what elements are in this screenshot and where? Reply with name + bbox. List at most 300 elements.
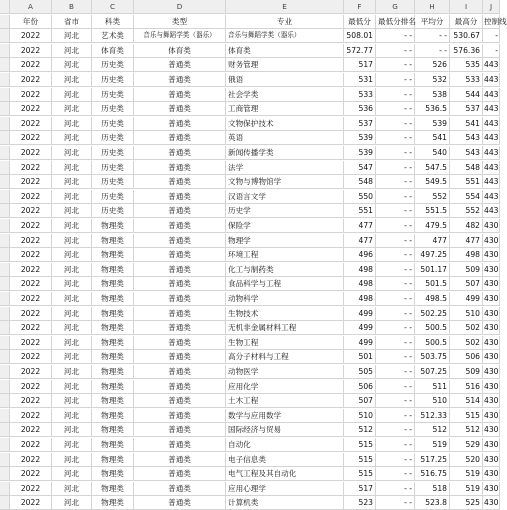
table-cell[interactable]: 河北 xyxy=(52,131,92,145)
table-cell[interactable]: 普通类 xyxy=(134,102,226,116)
table-cell[interactable]: 2022 xyxy=(10,204,52,218)
table-cell[interactable]: 536.5 xyxy=(415,102,450,116)
table-cell[interactable]: 体育类 xyxy=(226,44,344,58)
table-cell[interactable]: - - xyxy=(376,219,415,233)
table-cell[interactable]: 河北 xyxy=(52,467,92,481)
table-cell[interactable]: 430 xyxy=(483,350,500,364)
table-cell[interactable]: 2022 xyxy=(10,175,52,189)
table-cell[interactable]: 512 xyxy=(344,423,376,437)
table-cell[interactable]: 物理学 xyxy=(226,234,344,248)
table-cell[interactable]: 历史类 xyxy=(92,131,134,145)
table-cell[interactable]: 506 xyxy=(344,380,376,394)
table-cell[interactable]: 河北 xyxy=(52,365,92,379)
table-cell[interactable]: 512.33 xyxy=(415,409,450,423)
table-cell[interactable]: 物理类 xyxy=(92,248,134,262)
table-cell[interactable]: 541 xyxy=(415,131,450,145)
table-cell[interactable]: 动物科学 xyxy=(226,292,344,306)
table-cell[interactable]: 俄语 xyxy=(226,73,344,87)
table-cell[interactable]: 普通类 xyxy=(134,234,226,248)
table-cell[interactable]: 529 xyxy=(450,438,483,452)
table-cell[interactable]: 体育类 xyxy=(92,44,134,58)
table-cell[interactable]: - - xyxy=(376,321,415,335)
table-cell[interactable]: 430 xyxy=(483,467,500,481)
table-cell[interactable]: 电气工程及其自动化 xyxy=(226,467,344,481)
table-cell[interactable]: 国际经济与贸易 xyxy=(226,423,344,437)
table-cell[interactable]: 电子信息类 xyxy=(226,453,344,467)
table-cell[interactable]: 河北 xyxy=(52,453,92,467)
table-cell[interactable]: 520 xyxy=(450,453,483,467)
table-cell[interactable]: 财务管理 xyxy=(226,58,344,72)
table-cell[interactable]: 计算机类 xyxy=(226,496,344,510)
table-cell[interactable]: - - xyxy=(376,131,415,145)
table-cell[interactable]: 音乐与舞蹈学类（器乐） xyxy=(226,29,344,43)
table-cell[interactable]: 河北 xyxy=(52,190,92,204)
table-cell[interactable]: 普通类 xyxy=(134,88,226,102)
table-cell[interactable]: 普通类 xyxy=(134,453,226,467)
table-cell[interactable]: 河北 xyxy=(52,307,92,321)
table-cell[interactable]: 552 xyxy=(415,190,450,204)
table-cell[interactable]: 河北 xyxy=(52,350,92,364)
table-cell[interactable]: 河北 xyxy=(52,482,92,496)
table-cell[interactable]: 应用心理学 xyxy=(226,482,344,496)
table-cell[interactable]: 历史类 xyxy=(92,146,134,160)
table-cell[interactable]: 物理类 xyxy=(92,482,134,496)
table-cell[interactable]: 525 xyxy=(450,496,483,510)
table-cell[interactable]: 汉语言文学 xyxy=(226,190,344,204)
table-cell[interactable]: 2022 xyxy=(10,146,52,160)
table-cell[interactable]: 2022 xyxy=(10,292,52,306)
table-cell[interactable]: 430 xyxy=(483,263,500,277)
table-cell[interactable]: 2022 xyxy=(10,29,52,43)
table-cell[interactable]: 519 xyxy=(415,438,450,452)
table-cell[interactable]: 547.5 xyxy=(415,161,450,175)
table-cell[interactable]: 533 xyxy=(344,88,376,102)
table-cell[interactable]: 507 xyxy=(450,277,483,291)
table-cell[interactable]: 物理类 xyxy=(92,409,134,423)
table-cell[interactable]: - - xyxy=(376,234,415,248)
table-cell[interactable]: 499 xyxy=(344,321,376,335)
table-cell[interactable]: 430 xyxy=(483,380,500,394)
table-cell[interactable]: 体育类 xyxy=(134,44,226,58)
table-cell[interactable]: 515 xyxy=(450,409,483,423)
table-cell[interactable]: 430 xyxy=(483,394,500,408)
table-cell[interactable]: 535 xyxy=(450,58,483,72)
table-cell[interactable]: 普通类 xyxy=(134,146,226,160)
table-cell[interactable]: 540 xyxy=(415,146,450,160)
table-cell[interactable]: 507 xyxy=(344,394,376,408)
table-cell[interactable]: 503.75 xyxy=(415,350,450,364)
table-cell[interactable]: 物理类 xyxy=(92,380,134,394)
table-cell[interactable]: 河北 xyxy=(52,44,92,58)
table-cell[interactable]: 497.25 xyxy=(415,248,450,262)
table-cell[interactable]: - xyxy=(483,29,500,43)
table-cell[interactable]: 517 xyxy=(344,58,376,72)
table-cell[interactable]: 历史学 xyxy=(226,204,344,218)
table-cell[interactable]: 514 xyxy=(450,394,483,408)
table-cell[interactable]: 2022 xyxy=(10,438,52,452)
table-cell[interactable]: 498 xyxy=(344,292,376,306)
table-cell[interactable]: 文物与博物馆学 xyxy=(226,175,344,189)
table-cell[interactable]: 河北 xyxy=(52,29,92,43)
column-header-a[interactable]: A xyxy=(10,0,52,14)
table-cell[interactable]: 479.5 xyxy=(415,219,450,233)
table-cell[interactable]: 498 xyxy=(344,263,376,277)
table-cell[interactable]: 物理类 xyxy=(92,365,134,379)
table-cell[interactable]: 2022 xyxy=(10,234,52,248)
table-cell[interactable]: 历史类 xyxy=(92,73,134,87)
table-cell[interactable]: - - xyxy=(376,482,415,496)
table-cell[interactable]: 历史类 xyxy=(92,102,134,116)
table-cell[interactable]: 515 xyxy=(344,453,376,467)
table-cell[interactable]: 523.8 xyxy=(415,496,450,510)
table-cell[interactable]: 河北 xyxy=(52,496,92,510)
table-cell[interactable]: 河北 xyxy=(52,438,92,452)
table-cell[interactable]: 430 xyxy=(483,482,500,496)
table-cell[interactable]: 河北 xyxy=(52,277,92,291)
table-cell[interactable]: 普通类 xyxy=(134,409,226,423)
table-cell[interactable]: 518 xyxy=(415,482,450,496)
table-cell[interactable]: 河北 xyxy=(52,409,92,423)
table-cell[interactable]: 艺术类 xyxy=(92,29,134,43)
table-cell[interactable]: 河北 xyxy=(52,394,92,408)
table-cell[interactable]: 498 xyxy=(344,277,376,291)
table-cell[interactable]: 物理类 xyxy=(92,453,134,467)
table-cell[interactable]: 516.75 xyxy=(415,467,450,481)
table-cell[interactable]: 数学与应用数学 xyxy=(226,409,344,423)
table-cell[interactable]: 普通类 xyxy=(134,321,226,335)
table-cell[interactable]: 普通类 xyxy=(134,394,226,408)
table-cell[interactable]: 2022 xyxy=(10,350,52,364)
table-cell[interactable]: 547 xyxy=(344,161,376,175)
table-cell[interactable]: 普通类 xyxy=(134,204,226,218)
table-cell[interactable]: 河北 xyxy=(52,380,92,394)
table-cell[interactable]: 河北 xyxy=(52,146,92,160)
table-cell[interactable]: 519 xyxy=(450,482,483,496)
field-title-cell[interactable]: 平均分 xyxy=(415,15,450,29)
table-cell[interactable]: 430 xyxy=(483,365,500,379)
table-cell[interactable]: 物理类 xyxy=(92,496,134,510)
table-cell[interactable]: 河北 xyxy=(52,88,92,102)
table-cell[interactable]: 512 xyxy=(450,423,483,437)
table-cell[interactable]: 539 xyxy=(344,131,376,145)
table-cell[interactable]: 499 xyxy=(450,292,483,306)
table-cell[interactable]: 生物工程 xyxy=(226,336,344,350)
table-cell[interactable]: 音乐与舞蹈学类（器乐） xyxy=(134,29,226,43)
table-cell[interactable]: 539 xyxy=(415,117,450,131)
table-cell[interactable]: 河北 xyxy=(52,248,92,262)
table-cell[interactable]: 土木工程 xyxy=(226,394,344,408)
table-cell[interactable]: 543 xyxy=(450,131,483,145)
table-cell[interactable]: 430 xyxy=(483,423,500,437)
table-cell[interactable]: 551 xyxy=(450,175,483,189)
table-cell[interactable]: 505 xyxy=(344,365,376,379)
table-cell[interactable]: 498.5 xyxy=(415,292,450,306)
column-header-c[interactable]: C xyxy=(92,0,134,14)
table-cell[interactable]: 历史类 xyxy=(92,161,134,175)
table-cell[interactable]: 物理类 xyxy=(92,394,134,408)
table-cell[interactable]: 543 xyxy=(450,146,483,160)
field-title-cell[interactable]: 专业 xyxy=(226,15,344,29)
table-cell[interactable]: 2022 xyxy=(10,321,52,335)
table-cell[interactable]: 物理类 xyxy=(92,307,134,321)
table-cell[interactable]: 510 xyxy=(450,307,483,321)
table-cell[interactable]: 430 xyxy=(483,277,500,291)
field-title-cell[interactable]: 科类 xyxy=(92,15,134,29)
table-cell[interactable]: - - xyxy=(376,248,415,262)
table-cell[interactable]: 502 xyxy=(450,321,483,335)
table-cell[interactable]: 普通类 xyxy=(134,117,226,131)
column-header-b[interactable]: B xyxy=(52,0,92,14)
table-cell[interactable]: - - xyxy=(376,277,415,291)
table-cell[interactable]: - - xyxy=(376,423,415,437)
table-cell[interactable]: - - xyxy=(376,394,415,408)
table-cell[interactable]: - - xyxy=(376,380,415,394)
table-cell[interactable]: 443 xyxy=(483,204,500,218)
table-cell[interactable]: 530.67 xyxy=(450,29,483,43)
table-cell[interactable]: 499 xyxy=(344,336,376,350)
table-cell[interactable]: 河北 xyxy=(52,292,92,306)
table-cell[interactable]: 541 xyxy=(450,117,483,131)
table-cell[interactable]: - - xyxy=(376,102,415,116)
table-cell[interactable]: 430 xyxy=(483,496,500,510)
field-title-cell[interactable]: 年份 xyxy=(10,15,52,29)
table-cell[interactable]: 河北 xyxy=(52,321,92,335)
table-cell[interactable]: 2022 xyxy=(10,263,52,277)
table-cell[interactable]: 2022 xyxy=(10,307,52,321)
column-header-i[interactable]: I xyxy=(450,0,483,14)
table-cell[interactable]: 2022 xyxy=(10,380,52,394)
table-cell[interactable]: 化工与制药类 xyxy=(226,263,344,277)
table-cell[interactable]: 普通类 xyxy=(134,277,226,291)
column-header-e[interactable]: E xyxy=(226,0,344,14)
table-cell[interactable]: - - xyxy=(415,29,450,43)
table-cell[interactable]: 2022 xyxy=(10,365,52,379)
table-cell[interactable]: - - xyxy=(376,190,415,204)
table-cell[interactable]: 430 xyxy=(483,292,500,306)
table-cell[interactable]: 509 xyxy=(450,365,483,379)
table-cell[interactable]: 普通类 xyxy=(134,307,226,321)
table-cell[interactable]: 普通类 xyxy=(134,131,226,145)
table-cell[interactable]: 443 xyxy=(483,190,500,204)
table-cell[interactable]: 538 xyxy=(415,88,450,102)
table-cell[interactable]: 英语 xyxy=(226,131,344,145)
table-cell[interactable]: - - xyxy=(376,409,415,423)
table-cell[interactable]: 新闻传播学类 xyxy=(226,146,344,160)
table-cell[interactable]: 512 xyxy=(415,423,450,437)
table-cell[interactable]: 498 xyxy=(450,248,483,262)
table-cell[interactable]: 河北 xyxy=(52,204,92,218)
table-cell[interactable]: 551.5 xyxy=(415,204,450,218)
table-cell[interactable]: 普通类 xyxy=(134,190,226,204)
table-cell[interactable]: - - xyxy=(376,175,415,189)
table-cell[interactable]: 历史类 xyxy=(92,190,134,204)
table-cell[interactable]: 477 xyxy=(344,234,376,248)
table-cell[interactable]: 历史类 xyxy=(92,117,134,131)
table-cell[interactable]: - - xyxy=(376,204,415,218)
table-cell[interactable]: 551 xyxy=(344,204,376,218)
table-cell[interactable]: - - xyxy=(376,307,415,321)
table-cell[interactable]: 普通类 xyxy=(134,292,226,306)
table-cell[interactable]: 477 xyxy=(450,234,483,248)
table-cell[interactable]: 430 xyxy=(483,453,500,467)
table-cell[interactable]: 516 xyxy=(450,380,483,394)
table-cell[interactable]: 物理类 xyxy=(92,234,134,248)
table-cell[interactable]: - - xyxy=(376,453,415,467)
table-cell[interactable]: - - xyxy=(376,73,415,87)
table-cell[interactable]: 物理类 xyxy=(92,467,134,481)
table-cell[interactable]: 物理类 xyxy=(92,438,134,452)
table-cell[interactable]: 历史类 xyxy=(92,58,134,72)
table-cell[interactable]: 517.25 xyxy=(415,453,450,467)
table-cell[interactable]: 普通类 xyxy=(134,380,226,394)
table-cell[interactable]: - - xyxy=(376,263,415,277)
table-cell[interactable]: 普通类 xyxy=(134,350,226,364)
table-cell[interactable]: 515 xyxy=(344,438,376,452)
table-cell[interactable]: 482 xyxy=(450,219,483,233)
table-cell[interactable]: - - xyxy=(376,496,415,510)
table-cell[interactable]: 普通类 xyxy=(134,336,226,350)
table-cell[interactable]: - - xyxy=(376,29,415,43)
table-cell[interactable]: 550 xyxy=(344,190,376,204)
table-cell[interactable]: 572.77 xyxy=(344,44,376,58)
table-cell[interactable]: - - xyxy=(376,292,415,306)
table-cell[interactable]: 506 xyxy=(450,350,483,364)
table-cell[interactable]: 443 xyxy=(483,102,500,116)
table-cell[interactable]: 普通类 xyxy=(134,365,226,379)
table-cell[interactable]: 537 xyxy=(344,117,376,131)
table-cell[interactable]: 552 xyxy=(450,204,483,218)
table-cell[interactable]: - - xyxy=(376,336,415,350)
table-cell[interactable]: 519 xyxy=(450,467,483,481)
table-cell[interactable]: 物理类 xyxy=(92,350,134,364)
table-cell[interactable]: 2022 xyxy=(10,453,52,467)
table-cell[interactable]: 544 xyxy=(450,88,483,102)
table-cell[interactable]: 2022 xyxy=(10,394,52,408)
table-cell[interactable]: 430 xyxy=(483,409,500,423)
table-cell[interactable]: 496 xyxy=(344,248,376,262)
table-cell[interactable]: 526 xyxy=(415,58,450,72)
table-cell[interactable]: 2022 xyxy=(10,190,52,204)
table-cell[interactable]: 河北 xyxy=(52,263,92,277)
column-header-j[interactable]: J xyxy=(483,0,500,14)
table-cell[interactable]: - - xyxy=(376,117,415,131)
table-cell[interactable]: 河北 xyxy=(52,423,92,437)
table-cell[interactable]: 河北 xyxy=(52,73,92,87)
table-cell[interactable]: 477 xyxy=(415,234,450,248)
table-cell[interactable]: 保险学 xyxy=(226,219,344,233)
table-cell[interactable]: 502.25 xyxy=(415,307,450,321)
table-cell[interactable]: 河北 xyxy=(52,175,92,189)
table-cell[interactable]: 应用化学 xyxy=(226,380,344,394)
table-cell[interactable]: 普通类 xyxy=(134,496,226,510)
table-cell[interactable]: 食品科学与工程 xyxy=(226,277,344,291)
table-cell[interactable]: 普通类 xyxy=(134,438,226,452)
table-cell[interactable]: 549.5 xyxy=(415,175,450,189)
table-cell[interactable]: 477 xyxy=(344,219,376,233)
table-cell[interactable]: 工商管理 xyxy=(226,102,344,116)
table-cell[interactable]: 法学 xyxy=(226,161,344,175)
table-cell[interactable]: 物理类 xyxy=(92,321,134,335)
table-cell[interactable]: 502 xyxy=(450,336,483,350)
table-cell[interactable]: 2022 xyxy=(10,44,52,58)
table-cell[interactable]: 430 xyxy=(483,219,500,233)
table-cell[interactable]: 河北 xyxy=(52,219,92,233)
table-cell[interactable]: 普通类 xyxy=(134,161,226,175)
table-cell[interactable]: 501 xyxy=(344,350,376,364)
table-cell[interactable]: 508.01 xyxy=(344,29,376,43)
table-cell[interactable]: 普通类 xyxy=(134,58,226,72)
column-header-h[interactable]: H xyxy=(415,0,450,14)
table-cell[interactable]: 511 xyxy=(415,380,450,394)
table-cell[interactable]: 历史类 xyxy=(92,204,134,218)
table-cell[interactable]: 2022 xyxy=(10,248,52,262)
table-cell[interactable]: 普通类 xyxy=(134,248,226,262)
table-cell[interactable]: 500.5 xyxy=(415,336,450,350)
field-title-cell[interactable]: 最低分排名 xyxy=(376,15,415,29)
table-cell[interactable]: - - xyxy=(376,438,415,452)
table-cell[interactable]: 430 xyxy=(483,336,500,350)
table-cell[interactable]: 501.5 xyxy=(415,277,450,291)
table-cell[interactable]: 普通类 xyxy=(134,73,226,87)
table-cell[interactable]: 443 xyxy=(483,131,500,145)
table-cell[interactable]: 河北 xyxy=(52,102,92,116)
table-cell[interactable]: 历史类 xyxy=(92,175,134,189)
table-cell[interactable]: 499 xyxy=(344,307,376,321)
table-cell[interactable]: 430 xyxy=(483,234,500,248)
table-cell[interactable]: 443 xyxy=(483,58,500,72)
table-cell[interactable]: 2022 xyxy=(10,423,52,437)
table-cell[interactable]: 517 xyxy=(344,482,376,496)
table-cell[interactable]: - - xyxy=(376,350,415,364)
table-cell[interactable]: 501.17 xyxy=(415,263,450,277)
table-cell[interactable]: - - xyxy=(415,44,450,58)
table-cell[interactable]: - - xyxy=(376,161,415,175)
table-cell[interactable]: 507.25 xyxy=(415,365,450,379)
table-cell[interactable]: 531 xyxy=(344,73,376,87)
column-header-g[interactable]: G xyxy=(376,0,415,14)
table-cell[interactable]: 443 xyxy=(483,88,500,102)
table-cell[interactable]: 548 xyxy=(450,161,483,175)
table-cell[interactable]: 环境工程 xyxy=(226,248,344,262)
table-cell[interactable]: 430 xyxy=(483,438,500,452)
table-cell[interactable]: 普通类 xyxy=(134,175,226,189)
table-cell[interactable]: 539 xyxy=(344,146,376,160)
table-cell[interactable]: 物理类 xyxy=(92,277,134,291)
table-cell[interactable]: 430 xyxy=(483,321,500,335)
field-title-cell[interactable]: 最高分 xyxy=(450,15,483,29)
table-cell[interactable]: 物理类 xyxy=(92,336,134,350)
table-cell[interactable]: 河北 xyxy=(52,161,92,175)
table-cell[interactable]: 生物技术 xyxy=(226,307,344,321)
table-cell[interactable]: 443 xyxy=(483,161,500,175)
table-cell[interactable]: 普通类 xyxy=(134,467,226,481)
table-cell[interactable]: 普通类 xyxy=(134,482,226,496)
table-cell[interactable]: 2022 xyxy=(10,409,52,423)
table-cell[interactable]: 2022 xyxy=(10,277,52,291)
table-cell[interactable]: 高分子材料与工程 xyxy=(226,350,344,364)
table-cell[interactable]: 2022 xyxy=(10,117,52,131)
column-header-f[interactable]: F xyxy=(344,0,376,14)
table-cell[interactable]: 443 xyxy=(483,146,500,160)
table-cell[interactable]: 文物保护技术 xyxy=(226,117,344,131)
field-title-cell[interactable]: 最低分 xyxy=(344,15,376,29)
table-cell[interactable]: 2022 xyxy=(10,88,52,102)
table-cell[interactable]: 物理类 xyxy=(92,219,134,233)
table-cell[interactable]: 443 xyxy=(483,117,500,131)
table-cell[interactable]: 537 xyxy=(450,102,483,116)
table-cell[interactable]: 510 xyxy=(344,409,376,423)
table-cell[interactable]: 河北 xyxy=(52,58,92,72)
